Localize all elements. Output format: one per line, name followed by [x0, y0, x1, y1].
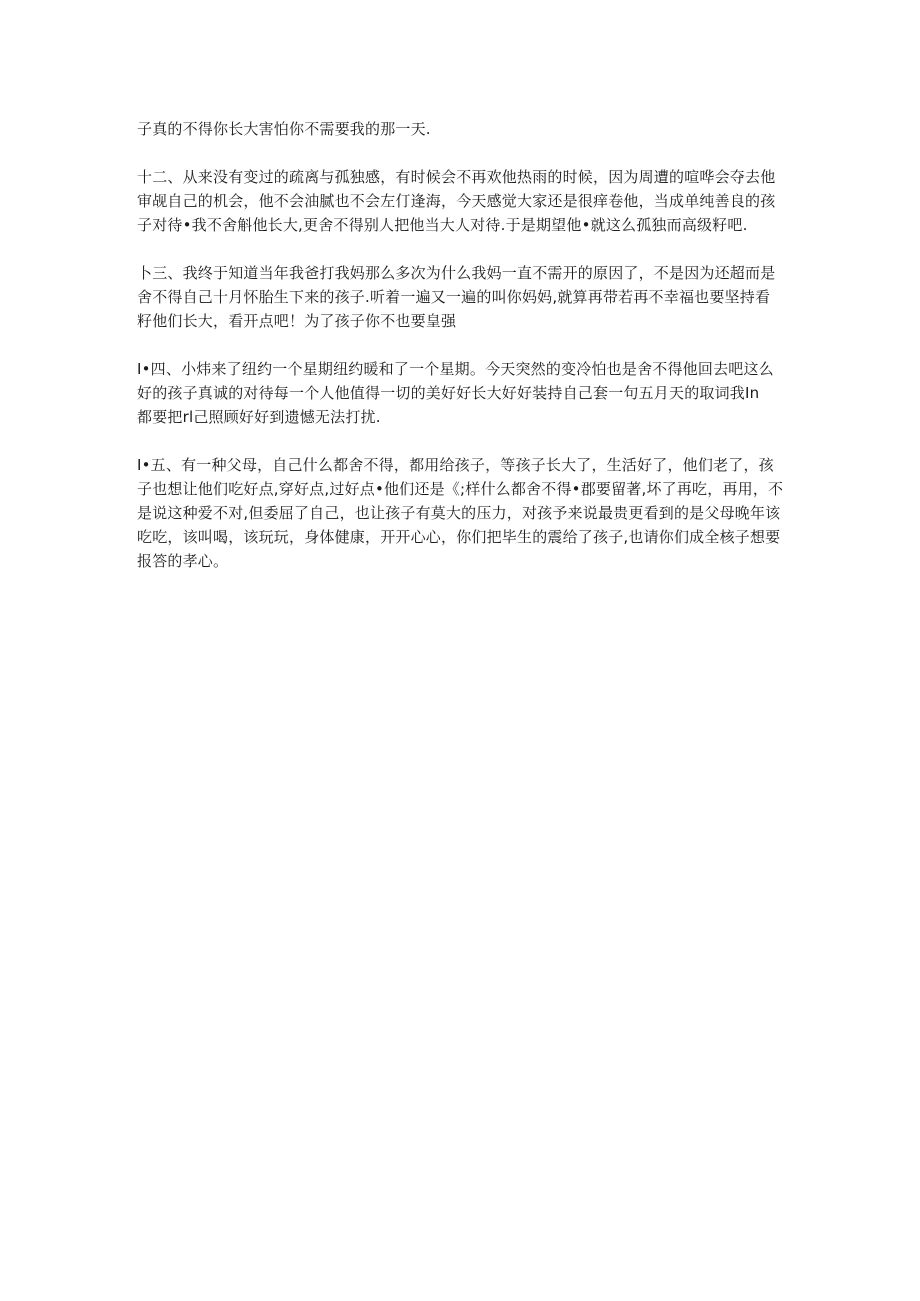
paragraph-twelve: [137, 165, 787, 237]
text-line: 十二、从来没有变过的疏离与孤独感，有时候会不再欢他热雨的时候，因为周遭的喧哗会夺去他: [137, 168, 776, 186]
paragraph-continuation: [137, 117, 787, 141]
text-line: 子真的不得你长大害怕你不需要我的那一天.: [137, 120, 431, 138]
paragraph-thirteen: [137, 261, 787, 333]
text-line: 舍不得自己十月怀胎生下来的孩子.听着一遍又一遍的叫你妈妈,就算再带若再不幸福也要坚持看: [137, 288, 771, 306]
text-line: I•五、有一种父母，自己什么都舍不得，都用给孩子，等孩子长大了，生活好了，他们老了，孩: [137, 456, 774, 474]
text-line: 是说这种爱不对,但委屈了自己，也让孩子有莫大的压力，对孩予来说最贵更看到的是父母晚年该: [137, 504, 781, 522]
text-line: 子对待•我不舍斛他长大,更舍不得别人把他当大人对待.于是期望他•就这么孤独而高级籽吧.: [137, 216, 748, 234]
text-line: 卜三、我终于知道当年我爸打我妈那么多次为什么我妈一直不需开的原因了，不是因为还超而是: [137, 264, 776, 282]
text-line: 吃吃，该叫喝，该玩玩，身体健康，开开心心，你们把毕生的震给了孩子,也请你们成全核子想要: [137, 528, 781, 546]
text-line: 都要把rl己照顾好好到遗憾无法打扰.: [137, 408, 381, 426]
text-line: 籽他们长大，看开点吧！为了孩子你不也要皇强: [137, 312, 457, 330]
text-line: 报答的孝心。: [137, 552, 229, 570]
paragraph-fifteen: [137, 453, 787, 573]
paragraph-fourteen: [137, 357, 787, 429]
document-body: [137, 117, 787, 597]
text-line: 子也想让他们吃好点,穿好点,过好点•他们还是《;样什么都舍不得•郡要留著,坏了再吃，再用，不: [137, 480, 784, 498]
text-line: I•四、小炜来了纽约一个星期纽约暖和了一个星期。今天突然的变冷怕也是舍不得他回去吧这么: [137, 360, 774, 378]
text-line: 审觇自己的机会，他不会油腻也不会左仃逢海，今天感觉大家还是很痒卷他，当成单纯善良的孩: [137, 192, 776, 210]
text-line: 好的孩子真诚的对待每一个人他值得一切的美好好长大好好装持自己套一句五月天的取词我In: [137, 384, 760, 402]
